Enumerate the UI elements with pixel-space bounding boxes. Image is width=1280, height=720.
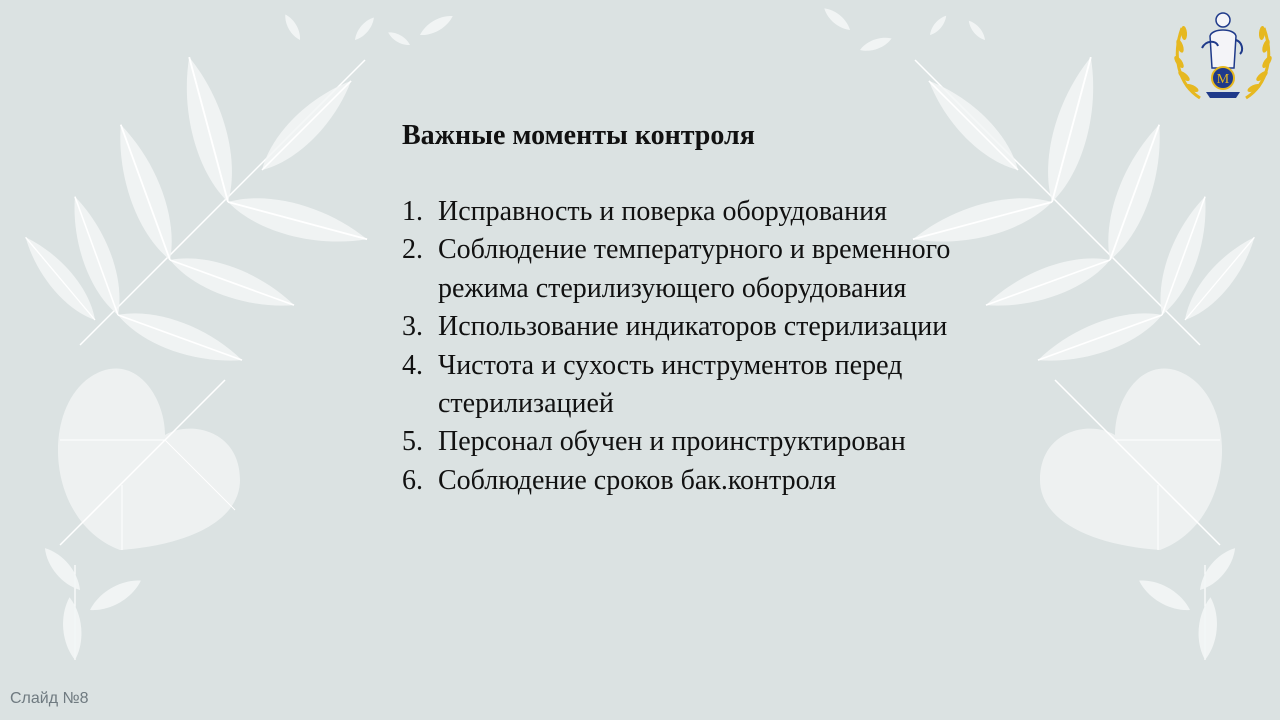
list-item-text: Использование индикаторов стерилизации <box>438 311 948 343</box>
list-item <box>402 308 1002 346</box>
slide-content <box>402 117 1002 500</box>
list-item-text: Соблюдение сроков бак.контроля <box>438 464 837 496</box>
slide-number: Слайд №8 <box>10 690 89 707</box>
list-item <box>402 231 1002 308</box>
list-item-number: 3. <box>402 311 423 343</box>
left-branch-decoration <box>16 53 371 374</box>
list-item-text: Чистота и сухость инструментов перед стерилизацией <box>438 349 903 420</box>
right-heart-leaf-decoration <box>1040 368 1222 550</box>
slide-title: Важные моменты контроля <box>402 120 755 151</box>
control-points-list <box>402 193 1002 500</box>
list-item-number: 4. <box>402 349 423 381</box>
list-item <box>402 423 1002 461</box>
list-item-number: 5. <box>402 426 423 458</box>
left-heart-leaf-decoration <box>58 368 240 550</box>
list-item-text: Персонал обучен и проинструктирован <box>438 426 906 458</box>
list-item <box>402 193 1002 231</box>
list-item-text: Исправность и поверка оборудования <box>438 196 887 227</box>
list-item-number: 6. <box>402 464 423 496</box>
list-item-number: 2. <box>402 234 423 266</box>
left-small-sprig-decoration <box>39 543 145 661</box>
list-item <box>402 347 1002 424</box>
list-item-text: Соблюдение температурного и временного режима стерилизующего оборудования <box>438 234 951 304</box>
right-small-sprig-decoration <box>1135 543 1241 661</box>
university-emblem-icon <box>1170 6 1276 106</box>
top-left-sprigs-decoration <box>282 11 456 48</box>
logo-letter: M <box>1216 72 1230 87</box>
top-right-sprigs-decoration <box>821 5 988 55</box>
list-item-number: 1. <box>402 196 423 227</box>
list-item <box>402 462 1002 500</box>
